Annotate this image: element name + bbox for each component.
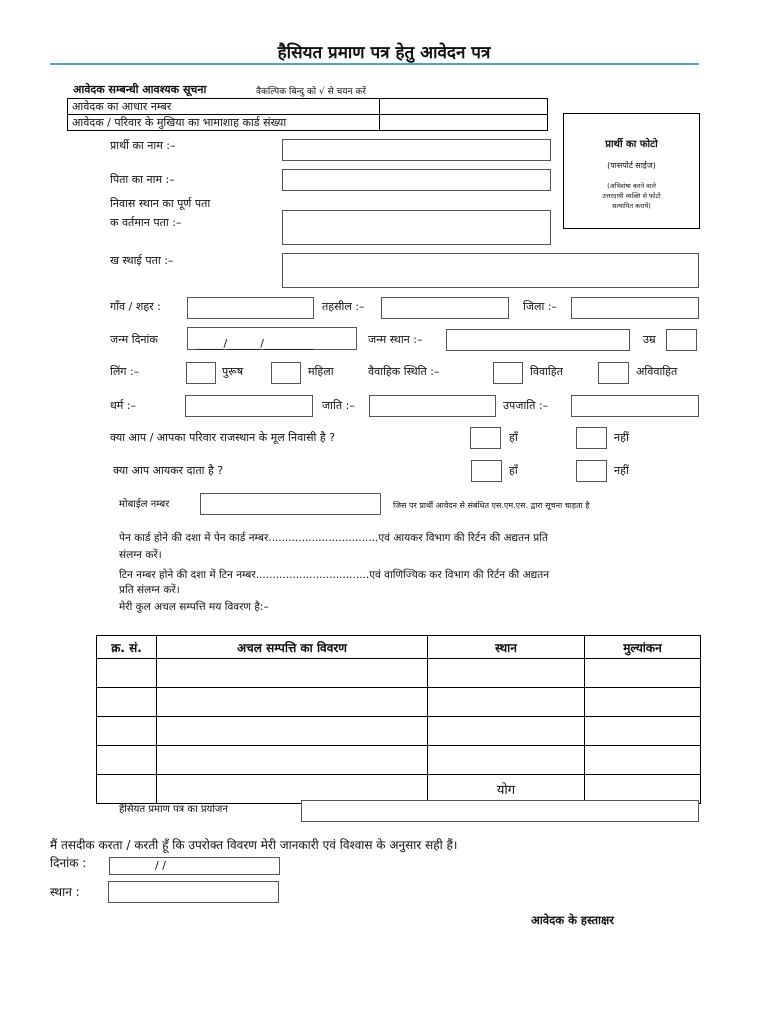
table-row[interactable]	[97, 688, 701, 717]
taxpayer-yes-checkbox[interactable]	[471, 460, 502, 482]
table-cell[interactable]	[585, 688, 701, 717]
photo-note-line: सत्यापित करायें)	[612, 202, 651, 210]
section-header: आवेदक सम्बन्धी आवश्यक सूचना	[73, 83, 207, 96]
male-label: पुरूष	[222, 365, 244, 378]
birthplace-label: जन्म स्थान :–	[368, 333, 423, 346]
marital-status-label: वैवाहिक स्थिति :–	[368, 365, 440, 378]
table-cell[interactable]	[157, 717, 428, 746]
native-yes-label: हाँ	[509, 431, 518, 444]
taxpayer-question: क्या आप आयकर दाता है ?	[113, 464, 224, 477]
table-cell[interactable]	[157, 659, 428, 688]
district-label: जिला :–	[523, 300, 558, 313]
title-underline	[50, 63, 699, 65]
table-row[interactable]	[97, 717, 701, 746]
subcaste-input[interactable]	[571, 395, 699, 417]
current-address-input[interactable]	[282, 210, 551, 245]
total-label: योग	[428, 775, 585, 804]
photo-box[interactable]	[563, 113, 700, 229]
photo-note	[564, 181, 699, 211]
place-label: स्थान :	[50, 885, 80, 899]
bhamashah-row	[68, 115, 548, 131]
tin-line: प्रति संलग्न करें।	[119, 584, 180, 596]
caste-input[interactable]	[369, 395, 496, 417]
village-input[interactable]	[187, 297, 314, 319]
father-name-label: पिता का नाम :–	[110, 173, 175, 186]
id-table	[67, 98, 548, 131]
religion-input[interactable]	[185, 395, 313, 417]
mobile-note: जिस पर प्रार्थी आवेदन से संबंधित एस.एम.एस. द्वारा सूचना चाहता है	[393, 501, 590, 510]
village-label: गाँव / शहर :	[110, 300, 161, 313]
mobile-label: मोबाईल नम्बर	[119, 499, 170, 510]
table-cell[interactable]	[428, 659, 585, 688]
table-cell[interactable]	[97, 659, 157, 688]
permanent-address-input[interactable]	[282, 253, 699, 288]
purpose-input[interactable]	[301, 800, 699, 822]
photo-note-line: उत्तरदायी व्यक्ति से फोटो	[602, 192, 661, 200]
caste-label: जाति :–	[322, 399, 355, 412]
current-address-label: क वर्तमान पता :–	[110, 216, 182, 229]
signature-label: आवेदक के हस्ताक्षर	[531, 913, 614, 927]
place-input[interactable]	[108, 881, 279, 903]
col-description: अचल सम्पत्ति का विवरण	[157, 636, 428, 659]
table-cell[interactable]	[97, 775, 157, 804]
native-no-checkbox[interactable]	[576, 427, 607, 449]
father-name-input[interactable]	[282, 169, 551, 191]
taxpayer-no-label: नहीं	[614, 464, 629, 477]
date-label: दिनांक :	[50, 856, 87, 870]
table-cell[interactable]	[97, 746, 157, 775]
pan-line: संलग्न करें।	[119, 549, 162, 561]
permanent-address-label: ख स्थाई पता :–	[110, 254, 174, 267]
age-input[interactable]	[666, 329, 697, 351]
table-cell[interactable]	[585, 717, 701, 746]
aadhaar-input[interactable]	[380, 99, 548, 115]
native-question: क्या आप / आपका परिवार राजस्थान के मूल निवासी है ?	[110, 431, 336, 444]
tin-line: टिन नम्बर होने की दशा में टिन नम्बर..................................एवं वाणिज्यिक कर विभाग की रिर्टन की अद्यतन	[119, 569, 550, 581]
male-checkbox[interactable]	[186, 362, 216, 384]
pan-line: पेन कार्ड होने की दशा में पेन कार्ड नम्बर.................................एवं आयकर विभाग की रिर्टन की अद्यतन प्रति	[119, 532, 548, 544]
table-cell[interactable]	[157, 688, 428, 717]
date-placeholder: / /	[155, 859, 166, 872]
table-header-row	[97, 636, 701, 659]
female-checkbox[interactable]	[271, 362, 301, 384]
applicant-name-input[interactable]	[282, 139, 551, 161]
dob-placeholder: _____/______/_________	[196, 337, 314, 350]
table-row[interactable]	[97, 659, 701, 688]
female-label: महिला	[308, 365, 334, 378]
bhamashah-label: आवेदक / परिवार के मुखिया का भामाशाह कार्ड संख्या	[68, 115, 380, 131]
photo-size: (पासपोर्ट साईज)	[607, 161, 656, 170]
age-label: उम्र	[643, 333, 656, 346]
date-input[interactable]	[109, 857, 280, 875]
table-cell[interactable]	[97, 688, 157, 717]
dob-label: जन्म दिनांक	[110, 333, 158, 346]
tehsil-label: तहसील :–	[322, 300, 365, 313]
photo-note-line: (अभिशंषा करने वाले	[607, 182, 656, 190]
col-serial: क्र. सं.	[97, 636, 157, 659]
property-intro: मेरी कुल अचल सम्पत्ति मय विवरण है:–	[119, 601, 269, 613]
subcaste-label: उपजाति :–	[503, 399, 549, 412]
native-no-label: नहीं	[614, 431, 629, 444]
married-checkbox[interactable]	[493, 362, 523, 384]
gender-label: लिंग :–	[110, 365, 140, 378]
table-cell[interactable]	[97, 717, 157, 746]
property-table	[96, 635, 701, 804]
col-location: स्थान	[428, 636, 585, 659]
aadhaar-row	[68, 99, 548, 115]
married-label: विवाहित	[530, 365, 563, 378]
table-cell[interactable]	[157, 746, 428, 775]
table-cell[interactable]	[428, 688, 585, 717]
bhamashah-input[interactable]	[380, 115, 548, 131]
full-address-label: निवास स्थान का पूर्ण पता	[110, 197, 211, 210]
dob-input[interactable]	[187, 327, 357, 350]
section-hint: वैकल्पिक बिन्दु को √ से चयन करें	[256, 87, 366, 97]
birthplace-input[interactable]	[446, 329, 630, 351]
taxpayer-yes-label: हाँ	[509, 464, 518, 477]
native-yes-checkbox[interactable]	[470, 427, 501, 449]
table-cell[interactable]	[585, 746, 701, 775]
table-cell[interactable]	[428, 746, 585, 775]
unmarried-checkbox[interactable]	[598, 362, 629, 384]
col-valuation: मुल्यांकन	[585, 636, 701, 659]
taxpayer-no-checkbox[interactable]	[576, 460, 607, 482]
table-row[interactable]	[97, 746, 701, 775]
purpose-label: हैसियत प्रमाण पत्र का प्रयोजन	[119, 804, 228, 815]
table-cell[interactable]	[428, 717, 585, 746]
religion-label: धर्म :–	[110, 399, 137, 412]
applicant-name-label: प्रार्थी का नाम :–	[110, 139, 176, 152]
tehsil-input[interactable]	[381, 297, 509, 319]
unmarried-label: अविवाहित	[636, 365, 678, 378]
declaration-text: मैं तसदीक करता / करती हूँ कि उपरोक्त विवरण मेरी जानकारी एवं विश्वास के अनुसार सही हैं।	[50, 838, 458, 852]
photo-title: प्रार्थी का फोटो	[605, 139, 658, 150]
aadhaar-label: आवेदक का आधार नम्बर	[68, 99, 380, 115]
mobile-input[interactable]	[200, 493, 381, 515]
district-input[interactable]	[571, 297, 699, 319]
page-title: हैसियत प्रमाण पत्र हेतु आवेदन पत्र	[277, 43, 491, 63]
table-cell[interactable]	[585, 659, 701, 688]
